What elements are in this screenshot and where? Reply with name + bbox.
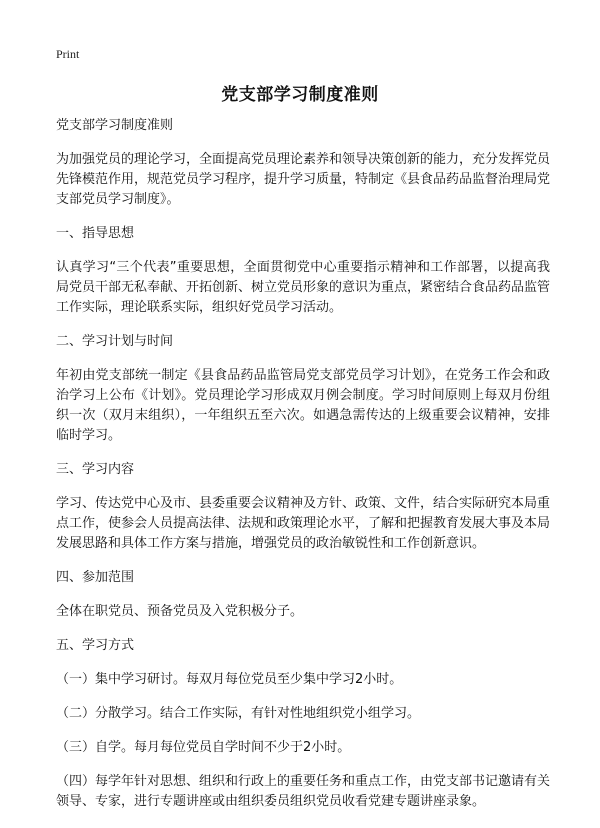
- list-item: （二）分散学习。结合工作实际，有针对性地组织党小组学习。: [56, 706, 421, 721]
- document-subtitle: 党支部学习制度准则: [56, 118, 174, 133]
- document-title: 党支部学习制度准则: [221, 85, 379, 105]
- section-heading-study-plan: 二、学习计划与时间: [56, 334, 174, 349]
- section-heading-guiding-thought: 一、指导思想: [56, 226, 135, 241]
- print-link[interactable]: Print: [56, 47, 80, 61]
- section-heading-study-content: 三、学习内容: [56, 462, 135, 477]
- section-body-study-content: 学习、传达党中心及市、县委重要会议精神及方针、政策、文件，结合实际研究本局重点工作，使参会人员提高法律、法规和政策理论水平，了解和把握教育发展大事及本局发展思路和具体工作方案与措施，增强党员的政治敏锐性和工作创新意识。: [56, 496, 551, 551]
- list-item: （四）每学年针对思想、组织和行政上的重要任务和重点工作，由党支部书记邀请有关领导、专家，进行专题讲座或由组织委员组织党员收看党建专题讲座录象。: [56, 774, 551, 809]
- intro-paragraph: 为加强党员的理论学习，全面提高党员理论素养和领导决策创新的能力，充分发挥党员先锋模范作用，规范党员学习程序，提升学习质量，特制定《县食品药品监督治理局党支部党员学习制度》。: [56, 152, 551, 207]
- document-body: [56, 116, 550, 826]
- section-body-participants: 全体在职党员、预备党员及入党积极分子。: [56, 604, 304, 619]
- section-heading-study-methods: 五、学习方式: [56, 638, 135, 653]
- section-heading-participants: 四、参加范围: [56, 570, 135, 585]
- list-item: （三）自学。每月每位党员自学时间不少于2小时。: [56, 740, 351, 755]
- section-body-study-plan: 年初由党支部统一制定《县食品药品监管局党支部党员学习计划》，在党务工作会和政治学习上公布《计划》。党员理论学习形成双月例会制度。学习时间原则上每双月份组织一次（双月末组织），一年组织五至六次。如遇急需传达的上级重要会议精神，安排临时学习。: [56, 368, 550, 443]
- list-item: （一）集中学习研讨。每双月每位党员至少集中学习2小时。: [56, 672, 403, 687]
- section-body-guiding-thought: 认真学习“三个代表”重要思想，全面贯彻党中心重要指示精神和工作部署，以提高我局党员干部无私奉献、开拓创新、树立党员形象的意识为重点，紧密结合食品药品监管工作实际，理论联系实际，组织好党员学习活动。: [56, 260, 551, 315]
